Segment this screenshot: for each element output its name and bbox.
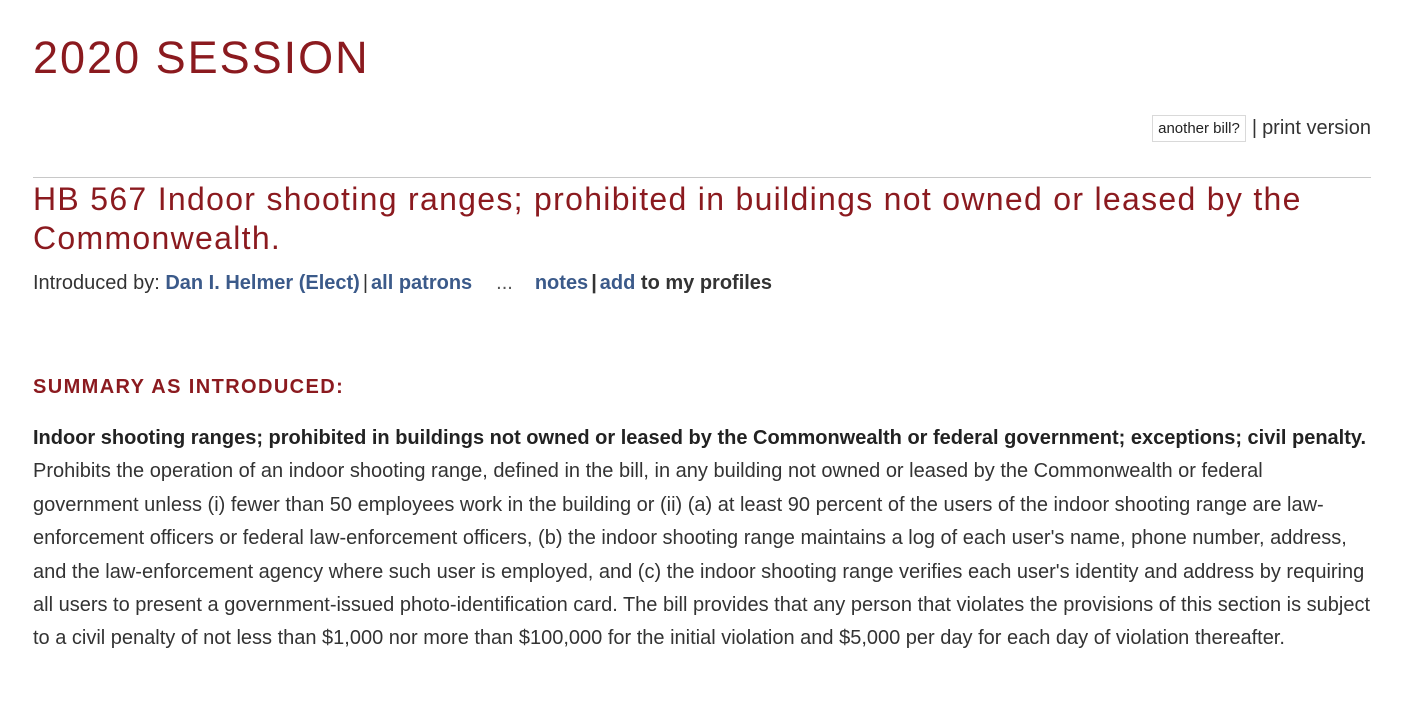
notes-separator: |	[591, 272, 597, 294]
summary-bold-lead: Indoor shooting ranges; prohibited in buildings not owned or leased by the Commonwealth or federal government; exceptions; civil penalty.	[33, 427, 1367, 449]
bill-title: HB 567 Indoor shooting ranges; prohibited in buildings not owned or leased by the Commonwealth.	[33, 181, 1302, 256]
patron-link[interactable]: Dan I. Helmer (Elect)	[165, 272, 360, 294]
notes-link[interactable]: notes	[534, 272, 589, 294]
another-bill-button[interactable]: another bill?	[1152, 115, 1246, 142]
session-title: 2020 SESSION	[33, 32, 370, 83]
ellipsis-separator: ...	[496, 272, 513, 294]
all-patrons-link[interactable]: all patrons	[371, 272, 473, 294]
introduced-by-label: Introduced by:	[33, 272, 160, 294]
summary-body-text: Prohibits the operation of an indoor shooting range, defined in the bill, in any building not owned or leased by the Commonwealth or federal government unless (i) fewer than 50 employees work in the building or (ii) (a) at least 90 percent of the users of the indoor shooting range are law-enforcement officers or federal law-enforcement officers, (b) the indoor shooting range maintains a log of each user's name, phone number, address, and the law-enforcement agency where such user is employed, and (c) the indoor shooting range verifies each user's identity and address by requiring all users to present a government-issued photo-identification card. The bill provides that any person that violates the provisions of this section is subject to a civil penalty of not less than $1,000 nor more than $100,000 for the initial violation and $5,000 per day for each day of violation thereafter.	[33, 460, 1371, 650]
to-my-profiles-text: to my profiles	[640, 272, 773, 294]
patron-separator: |	[362, 272, 369, 294]
print-version-link[interactable]: print version	[1262, 117, 1371, 139]
bill-toolbar	[1152, 115, 1371, 142]
toolbar-separator: |	[1251, 117, 1258, 139]
header-divider	[33, 177, 1371, 178]
summary-text	[33, 422, 1371, 656]
introduced-by-line	[33, 272, 772, 295]
add-link[interactable]: add	[599, 272, 636, 294]
summary-heading: SUMMARY AS INTRODUCED:	[33, 376, 345, 398]
